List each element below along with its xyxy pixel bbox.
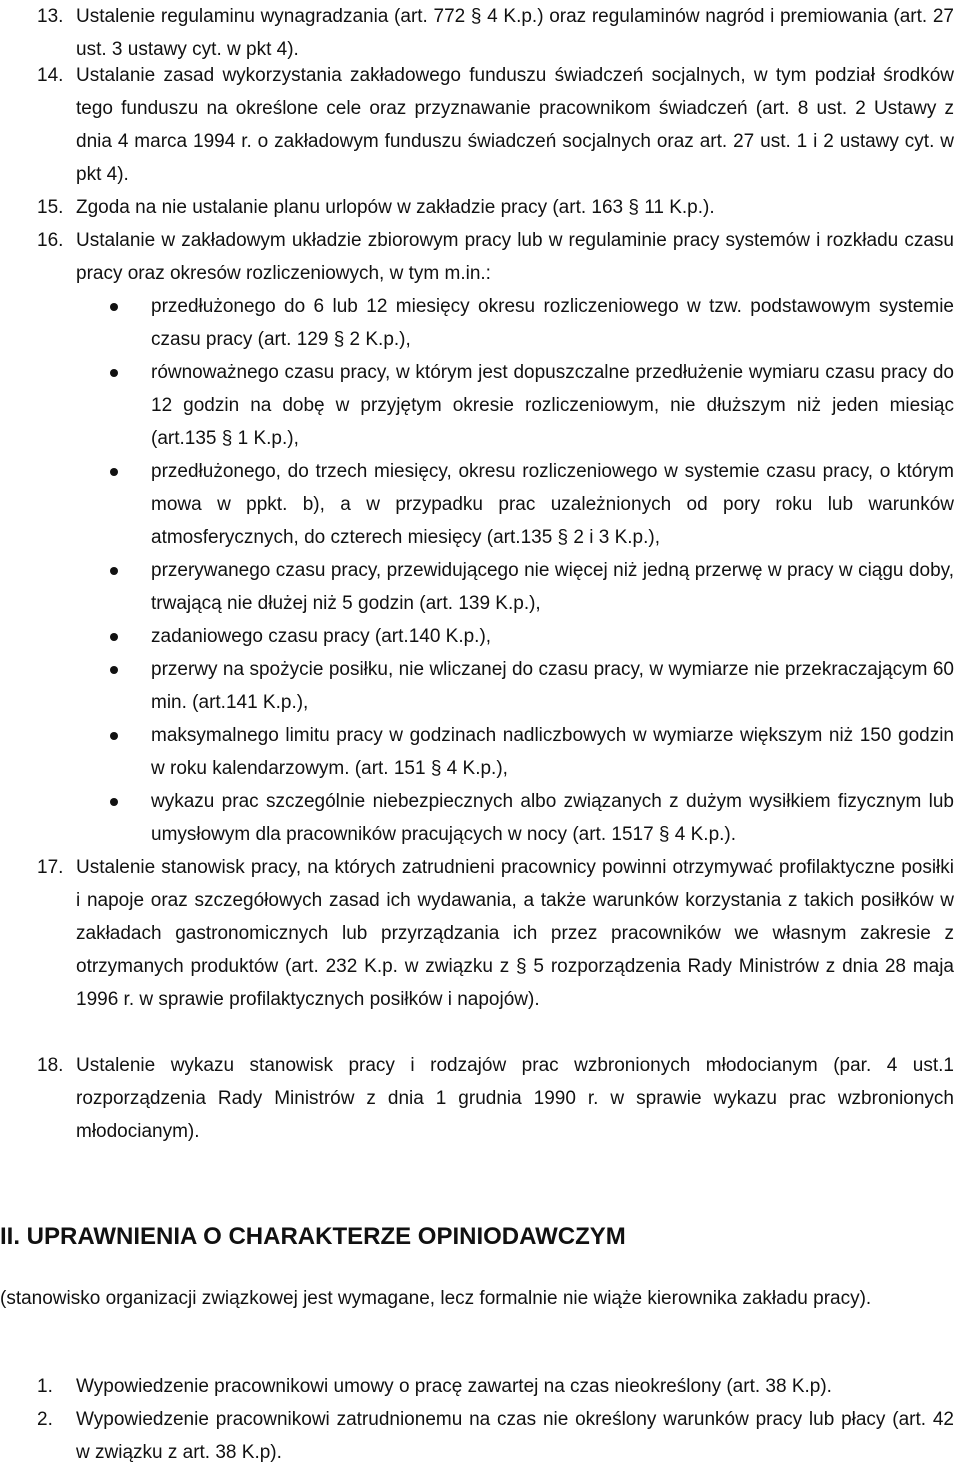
bullet-text: przedłużonego, do trzech miesięcy, okresu rozliczeniowego w systemie czasu pracy, o którym mowa w ppkt. b), a w przypadku prac uzależnionych od pory roku lub warunków atmosferycznych, do czterech miesięcy (art.135 § 2 i 3 K.p.),	[151, 461, 954, 548]
item-text: Zgoda na nie ustalanie planu urlopów w zakładzie pracy (art. 163 § 11 K.p.).	[76, 197, 715, 218]
item-text: Ustalenie wykazu stanowisk pracy i rodzajów prac wzbronionych młodocianym (par. 4 ust.1 rozporządzenia Rady Ministrów z dnia 1 grudnia 1990 r. w sprawie wykazu prac wzbronionych młodocianym).	[76, 1055, 954, 1142]
bullet-icon	[110, 666, 118, 674]
bullet-icon	[110, 468, 118, 476]
bullet-text: przerwy na spożycie posiłku, nie wliczanej do czasu pracy, w wymiarze nie przekraczającym 60 min. (art.141 K.p.),	[151, 659, 954, 713]
item-text: Ustalenie regulaminu wynagradzania (art. 772 § 4 K.p.) oraz regulaminów nagród i premiowania (art. 27 ust. 3 ustawy cyt. w pkt 4).	[76, 6, 954, 60]
bullet-text: przerywanego czasu pracy, przewidującego nie więcej niż jedną przerwę w pracy w ciągu doby, trwającą nie dłużej niż 5 godzin (art. 139 K.p.),	[151, 560, 954, 614]
bullet-text: zadaniowego czasu pracy (art.140 K.p.),	[151, 626, 492, 647]
bullet-icon	[110, 798, 118, 806]
bullet-text: przedłużonego do 6 lub 12 miesięcy okresu rozliczeniowego w tzw. podstawowym systemie czasu pracy (art. 129 § 2 K.p.),	[151, 296, 954, 350]
item-number: 15.	[37, 197, 64, 218]
section-note: (stanowisko organizacji związkowej jest wymagane, lecz formalnie nie wiąże kierownika zakładu pracy).	[0, 1288, 872, 1309]
item-number: 13.	[37, 6, 64, 27]
item-number: 16.	[37, 230, 64, 251]
item-number: 2.	[37, 1409, 53, 1430]
item-number: 14.	[37, 65, 64, 86]
bullet-icon	[110, 567, 118, 575]
item-text: Wypowiedzenie pracownikowi zatrudnionemu na czas nie określony warunków pracy lub płacy (art. 42 w związku z art. 38 K.p).	[76, 1409, 954, 1463]
bullet-text: wykazu prac szczególnie niebezpiecznych albo związanych z dużym wysiłkiem fizycznym lub umysłowym dla pracowników pracujących w nocy (art. 1517 § 4 K.p.).	[151, 791, 954, 845]
bullet-icon	[110, 633, 118, 641]
item-number: 17.	[37, 857, 64, 878]
item-number: 18.	[37, 1055, 64, 1076]
item-text: Ustalenie stanowisk pracy, na których zatrudnieni pracownicy powinni otrzymywać profilaktyczne posiłki i napoje oraz szczegółowych zasad ich wydawania, a także warunków korzystania z takich posiłków w zakładach gastronomicznych lub przyrządzania ich przez pracowników we własnym zakresie z otrzymanych produktów (art. 232 K.p. w związku z § 5 rozporządzenia Rady Ministrów z dnia 28 maja 1996 r. w sprawie profilaktycznych posiłków i napojów).	[76, 857, 954, 1010]
item-text: Wypowiedzenie pracownikowi umowy o pracę zawartej na czas nieokreślony (art. 38 K.p).	[76, 1376, 832, 1397]
item-number: 1.	[37, 1376, 53, 1397]
item-text: Ustalanie w zakładowym układzie zbiorowym pracy lub w regulaminie pracy systemów i rozkładu czasu pracy oraz okresów rozliczeniowych, w tym m.in.:	[76, 230, 954, 284]
item-text: Ustalanie zasad wykorzystania zakładowego funduszu świadczeń socjalnych, w tym podział środków tego funduszu na określone cele oraz przyznawanie pracownikom świadczeń (art. 8 ust. 2 Ustawy z dnia 4 marca 1994 r. o zakładowym funduszu świadczeń socjalnych oraz art. 27 ust. 1 i 2 ustawy cyt. w pkt 4).	[76, 65, 954, 185]
bullet-text: równoważnego czasu pracy, w którym jest dopuszczalne przedłużenie wymiaru czasu pracy do 12 godzin na dobę w przyjętym okresie rozliczeniowym, nie dłuższym niż jeden miesiąc (art.135 § 1 K.p.),	[151, 362, 954, 449]
bullet-icon	[110, 732, 118, 740]
bullet-icon	[110, 303, 118, 311]
section-heading: II. UPRAWNIENIA O CHARAKTERZE OPINIODAWCZYM	[0, 1223, 626, 1250]
bullet-icon	[110, 369, 118, 377]
bullet-text: maksymalnego limitu pracy w godzinach nadliczbowych w wymiarze większym niż 150 godzin w roku kalendarzowym. (art. 151 § 4 K.p.),	[151, 725, 954, 779]
